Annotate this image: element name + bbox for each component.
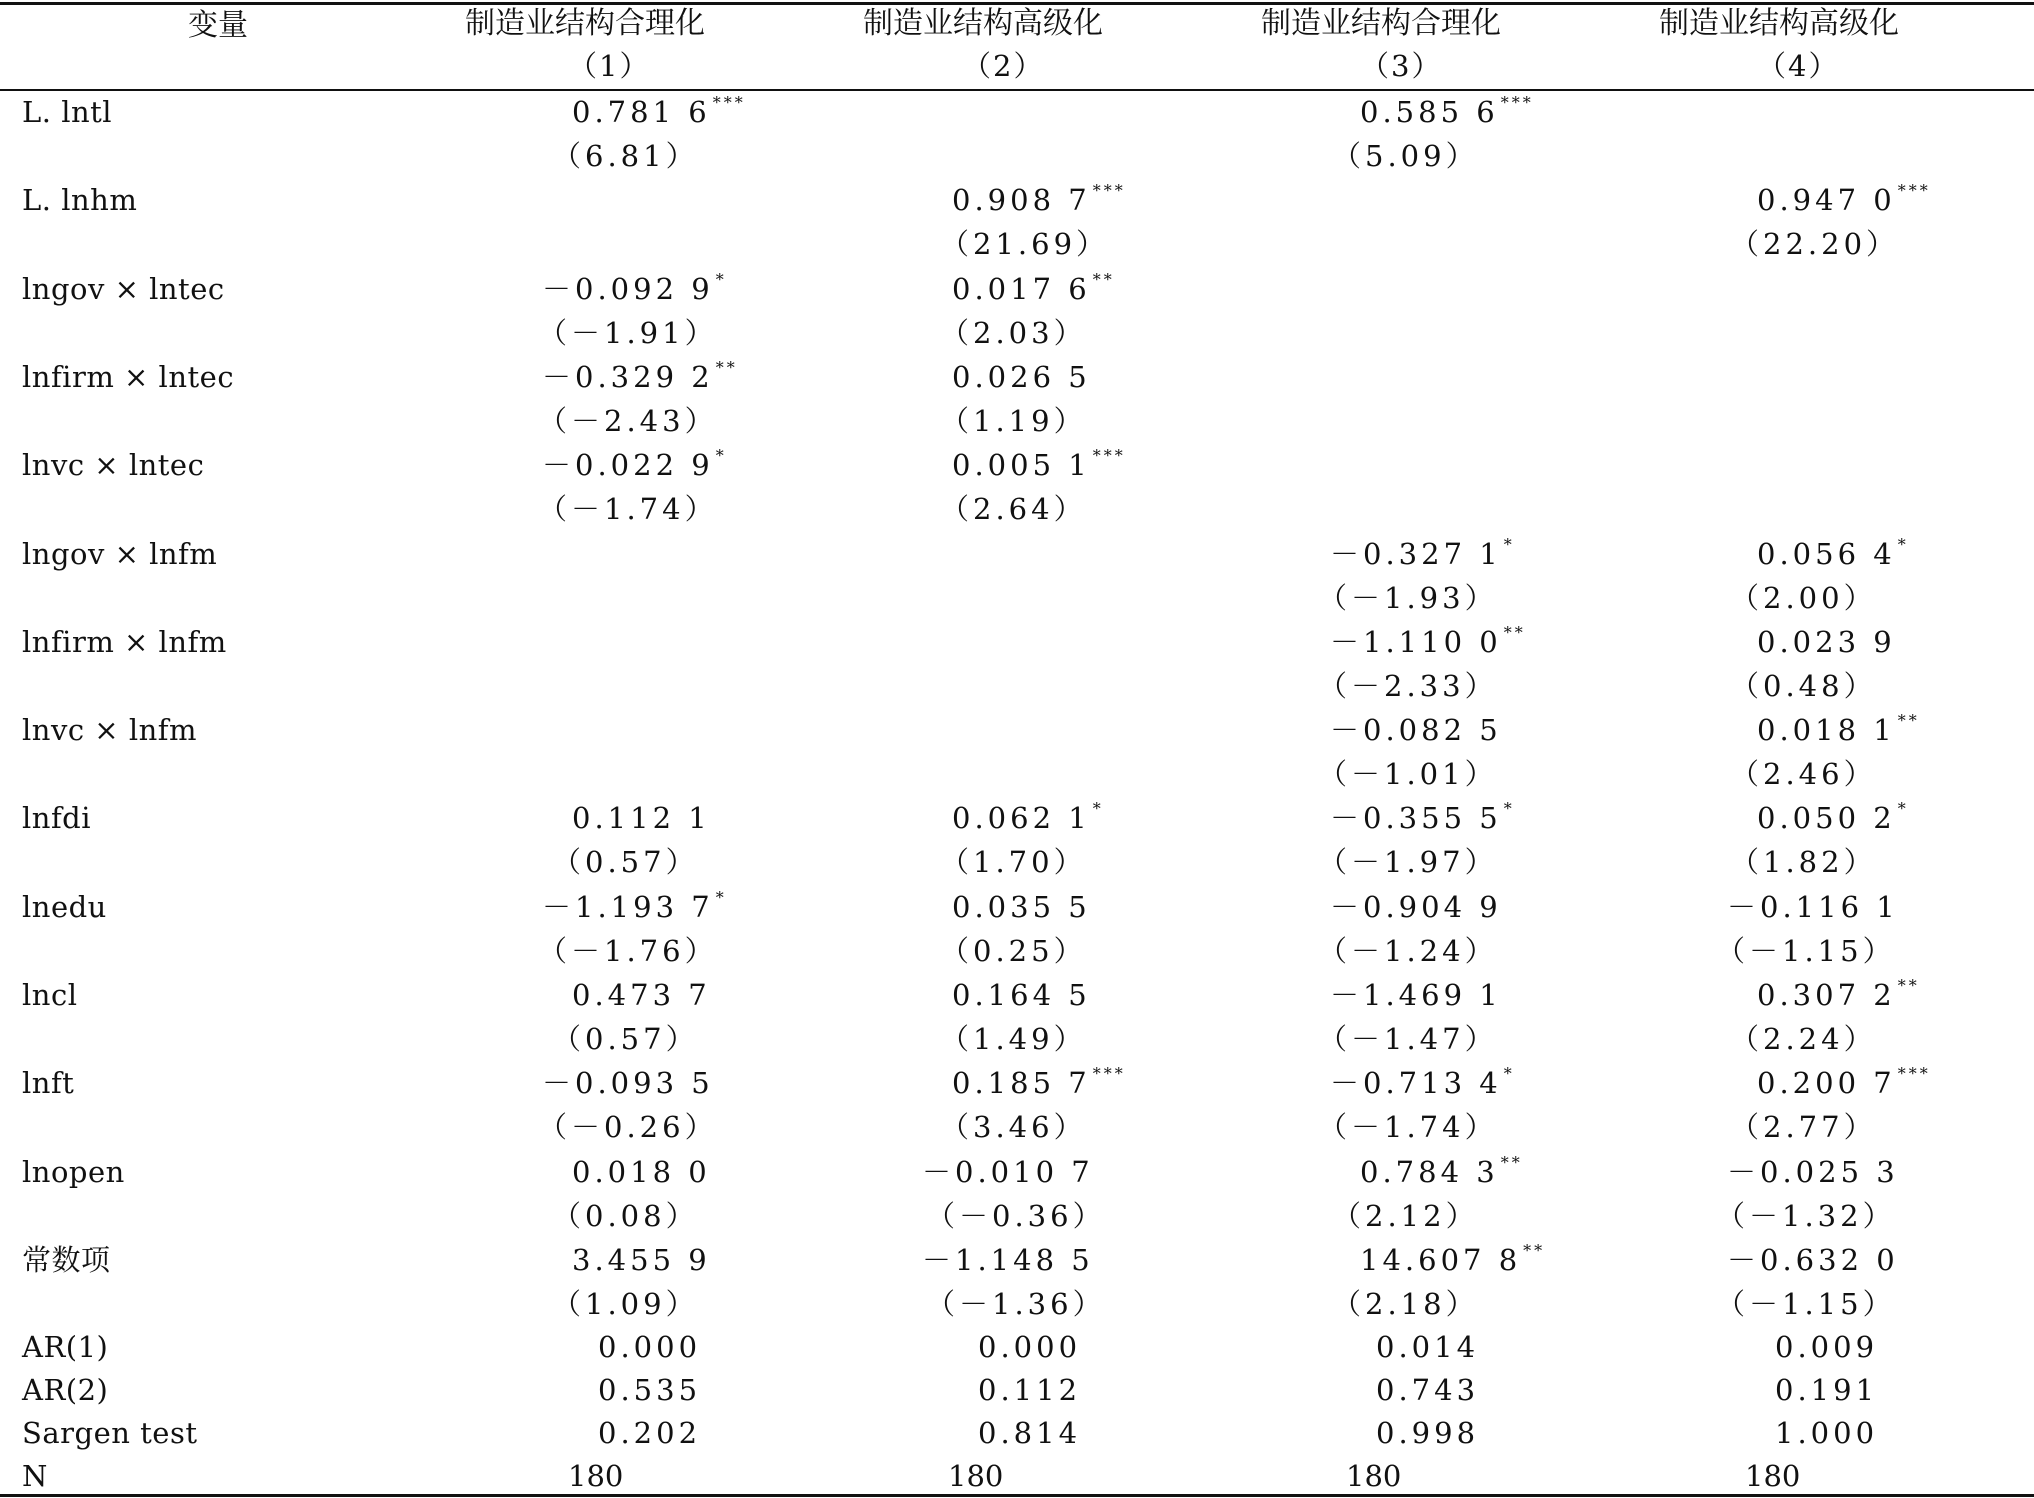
- t-statistic-cell: （2.00）: [1730, 580, 1877, 615]
- coefficient-value: －0.713 4: [1330, 1066, 1502, 1101]
- t-statistic-cell: （0.25）: [940, 933, 1087, 968]
- t-statistic-cell: （2.12）: [1332, 1198, 1479, 1233]
- stat-value: 180: [948, 1459, 1004, 1493]
- row-label: lnfirm × lntec: [22, 359, 235, 394]
- t-statistic-cell: （2.64）: [940, 492, 1087, 527]
- t-statistic-cell: （1.70）: [940, 845, 1087, 880]
- coefficient-value: －0.116 1: [1727, 889, 1899, 924]
- stat-label: Sargen test: [22, 1416, 198, 1450]
- significance-stars: *: [1503, 799, 1515, 819]
- coefficient-cell: [1727, 1243, 1899, 1277]
- significance-stars: ***: [1500, 93, 1534, 112]
- coefficient-value: 0.023 9: [1757, 624, 1896, 659]
- t-statistic-cell: （－1.93）: [1318, 580, 1498, 615]
- coefficient-value: －1.193 7: [542, 889, 714, 924]
- significance-stars: **: [1897, 711, 1920, 731]
- coefficient-cell: [572, 1155, 711, 1189]
- header-col-3-num: （3）: [1360, 49, 1443, 83]
- t-statistic-cell: （－1.01）: [1318, 757, 1498, 792]
- stat-value: 0.743: [1376, 1373, 1480, 1407]
- t-statistic-cell: （－0.26）: [538, 1110, 718, 1145]
- significance-stars: ***: [1897, 181, 1931, 201]
- row-label: 常数项: [22, 1242, 111, 1277]
- significance-stars: *: [715, 887, 727, 907]
- coefficient-cell: [1757, 534, 1909, 576]
- coefficient-value: －1.110 0: [1330, 624, 1502, 659]
- coefficient-value: 3.455 9: [572, 1242, 711, 1277]
- coefficient-cell: [572, 1243, 711, 1277]
- coefficient-cell: [572, 801, 711, 835]
- significance-stars: *: [1092, 799, 1104, 819]
- coefficient-value: 0.473 7: [572, 978, 711, 1012]
- t-statistic-cell: （0.57）: [552, 845, 699, 880]
- header-variable-label: 变量: [188, 8, 248, 43]
- significance-stars: **: [1523, 1240, 1546, 1260]
- significance-stars: ***: [1092, 1064, 1126, 1084]
- significance-stars: ***: [1092, 181, 1126, 201]
- coefficient-cell: [1757, 1066, 1931, 1105]
- coefficient-cell: [1360, 1152, 1523, 1194]
- significance-stars: *: [715, 446, 727, 466]
- t-statistic-cell: （0.57）: [552, 1022, 699, 1056]
- t-statistic-cell: （2.77）: [1730, 1110, 1877, 1145]
- coefficient-value: 0.035 5: [952, 889, 1091, 924]
- stat-value: 1.000: [1775, 1416, 1879, 1450]
- t-statistic-cell: （－2.43）: [538, 403, 718, 438]
- coefficient-cell: [1757, 978, 1920, 1017]
- coefficient-cell: [952, 183, 1126, 222]
- t-statistic-cell: （21.69）: [940, 227, 1110, 262]
- significance-stars: **: [715, 357, 738, 377]
- coefficient-value: 0.112 1: [572, 801, 711, 836]
- stat-value: 0.814: [978, 1416, 1082, 1450]
- coefficient-value: 0.585 6: [1360, 95, 1499, 129]
- t-statistic-cell: （－1.74）: [538, 492, 718, 527]
- coefficient-value: 0.018 0: [572, 1154, 711, 1189]
- t-statistic-cell: （0.48）: [1730, 668, 1877, 703]
- t-statistic-cell: （2.24）: [1730, 1022, 1877, 1056]
- coefficient-cell: [1727, 1155, 1899, 1189]
- header-col-2-num: （2）: [962, 49, 1045, 83]
- t-statistic-cell: （1.19）: [940, 403, 1087, 438]
- coefficient-cell: [1330, 622, 1526, 664]
- stat-value: 180: [568, 1459, 624, 1493]
- t-statistic-cell: （1.82）: [1730, 845, 1877, 880]
- coefficient-value: －0.093 5: [542, 1066, 714, 1101]
- coefficient-cell: [922, 1243, 1094, 1277]
- coefficient-value: －0.632 0: [1727, 1242, 1899, 1277]
- row-label: lnedu: [22, 889, 107, 924]
- significance-stars: *: [1503, 1064, 1515, 1084]
- t-statistic-cell: （－0.36）: [926, 1198, 1106, 1233]
- header-col-2-title: 制造业结构高级化: [863, 6, 1103, 41]
- row-label: lncl: [22, 978, 78, 1012]
- stat-label: N: [22, 1459, 48, 1493]
- t-statistic-cell: （－1.47）: [1318, 1022, 1498, 1056]
- header-col-3-title: 制造业结构合理化: [1261, 6, 1501, 41]
- row-label: lngov × lntec: [22, 271, 225, 306]
- t-statistic-cell: （－1.91）: [538, 315, 718, 350]
- coefficient-value: －1.148 5: [922, 1242, 1094, 1277]
- significance-stars: **: [1092, 269, 1115, 289]
- coefficient-value: 0.056 4: [1757, 536, 1896, 571]
- coefficient-value: 0.164 5: [952, 978, 1091, 1012]
- coefficient-value: 0.784 3: [1360, 1154, 1499, 1189]
- row-label: lnvc × lntec: [22, 448, 205, 483]
- stat-value: 0.112: [978, 1373, 1082, 1407]
- coefficient-cell: [922, 1155, 1094, 1189]
- coefficient-cell: [542, 357, 738, 399]
- coefficient-cell: [1330, 713, 1502, 747]
- significance-stars: **: [1897, 976, 1920, 995]
- row-label: lnopen: [22, 1154, 125, 1189]
- t-statistic-cell: （1.09）: [552, 1286, 699, 1321]
- significance-stars: *: [1503, 534, 1515, 554]
- coefficient-cell: [1757, 713, 1920, 752]
- stat-value: 0.191: [1775, 1373, 1879, 1407]
- coefficient-value: －0.904 9: [1330, 889, 1502, 924]
- coefficient-value: －0.025 3: [1727, 1154, 1899, 1189]
- t-statistic-cell: （2.03）: [940, 315, 1087, 350]
- coefficient-value: 0.005 1: [952, 448, 1091, 483]
- t-statistic-cell: （6.81）: [552, 139, 699, 173]
- coefficient-cell: [952, 1066, 1126, 1105]
- stat-label: AR(1): [22, 1330, 109, 1364]
- coefficient-cell: [1330, 534, 1515, 576]
- stat-value: 0.202: [598, 1416, 702, 1450]
- t-statistic-cell: （－1.15）: [1716, 933, 1896, 968]
- coefficient-value: －0.082 5: [1330, 713, 1502, 748]
- stat-label: AR(2): [22, 1373, 109, 1407]
- significance-stars: *: [1897, 534, 1909, 554]
- coefficient-cell: [952, 448, 1126, 487]
- t-statistic-cell: （2.18）: [1332, 1286, 1479, 1321]
- stat-value: 180: [1346, 1459, 1402, 1493]
- significance-stars: **: [1503, 622, 1526, 642]
- t-statistic-cell: （－1.15）: [1716, 1286, 1896, 1321]
- coefficient-cell: [952, 801, 1104, 840]
- coefficient-value: 0.307 2: [1757, 978, 1896, 1012]
- t-statistic-cell: （－1.36）: [926, 1286, 1106, 1321]
- coefficient-value: －0.327 1: [1330, 536, 1502, 571]
- coefficient-cell: [1360, 1240, 1546, 1282]
- coefficient-cell: [542, 448, 727, 487]
- coefficient-value: 0.062 1: [952, 801, 1091, 836]
- row-label: lngov × lnfm: [22, 536, 218, 571]
- coefficient-value: 0.017 6: [952, 271, 1091, 306]
- header-rule: [0, 89, 2034, 91]
- row-label: L. lnhm: [22, 183, 138, 218]
- coefficient-cell: [1330, 1066, 1515, 1105]
- coefficient-value: 14.607 8: [1360, 1242, 1522, 1277]
- coefficient-cell: [952, 269, 1115, 311]
- stat-value: 0.535: [598, 1373, 702, 1407]
- coefficient-cell: [1330, 978, 1502, 1012]
- t-statistic-cell: （0.08）: [552, 1198, 699, 1233]
- row-label: lnvc × lnfm: [22, 713, 197, 748]
- t-statistic-cell: （－1.74）: [1318, 1110, 1498, 1145]
- coefficient-cell: [952, 978, 1091, 1012]
- coefficient-value: 0.908 7: [952, 183, 1091, 218]
- significance-stars: ***: [1897, 1064, 1931, 1084]
- t-statistic-cell: （－1.24）: [1318, 933, 1498, 968]
- t-statistic-cell: （2.46）: [1730, 757, 1877, 792]
- significance-stars: **: [1500, 1152, 1523, 1172]
- coefficient-value: 0.200 7: [1757, 1066, 1896, 1101]
- coefficient-cell: [1330, 801, 1515, 840]
- row-label: lnfirm × lnfm: [22, 624, 227, 659]
- coefficient-cell: [952, 890, 1091, 924]
- stat-value: 0.009: [1775, 1330, 1879, 1364]
- row-label: lnfdi: [22, 801, 92, 836]
- coefficient-value: －0.010 7: [922, 1154, 1094, 1189]
- coefficient-value: －0.092 9: [542, 271, 714, 306]
- t-statistic-cell: （3.46）: [940, 1110, 1087, 1145]
- coefficient-cell: [1757, 625, 1896, 659]
- coefficient-value: 0.050 2: [1757, 801, 1896, 836]
- coefficient-value: 0.026 5: [952, 359, 1091, 394]
- coefficient-cell: [542, 1066, 714, 1100]
- significance-stars: ***: [1092, 446, 1126, 466]
- coefficient-value: －0.329 2: [542, 359, 714, 394]
- coefficient-cell: [572, 95, 746, 134]
- header-col-1-num: （1）: [568, 49, 651, 83]
- stat-value: 180: [1745, 1459, 1801, 1493]
- coefficient-cell: [572, 978, 711, 1012]
- coefficient-cell: [1330, 890, 1502, 924]
- row-label: lnft: [22, 1066, 75, 1101]
- header-col-4-num: （4）: [1757, 49, 1840, 83]
- t-statistic-cell: （－1.76）: [538, 933, 718, 968]
- t-statistic-cell: （22.20）: [1730, 227, 1900, 262]
- stat-value: 0.000: [978, 1330, 1082, 1364]
- coefficient-cell: [1360, 95, 1534, 134]
- header-col-1-title: 制造业结构合理化: [465, 6, 705, 41]
- row-label: L. lntl: [22, 95, 113, 129]
- significance-stars: ***: [712, 93, 746, 112]
- stat-value: 0.014: [1376, 1330, 1480, 1364]
- coefficient-value: －1.469 1: [1330, 978, 1502, 1012]
- stat-value: 0.998: [1376, 1416, 1480, 1450]
- coefficient-value: 0.018 1: [1757, 713, 1896, 748]
- coefficient-value: 0.781 6: [572, 95, 711, 129]
- t-statistic-cell: （5.09）: [1332, 139, 1479, 173]
- coefficient-cell: [1757, 183, 1931, 222]
- coefficient-cell: [952, 360, 1091, 394]
- coefficient-value: 0.947 0: [1757, 183, 1896, 218]
- coefficient-cell: [1757, 801, 1909, 840]
- coefficient-value: －0.355 5: [1330, 801, 1502, 836]
- coefficient-value: －0.022 9: [542, 448, 714, 483]
- significance-stars: *: [715, 269, 727, 289]
- stat-value: 0.000: [598, 1330, 702, 1364]
- coefficient-cell: [542, 887, 727, 929]
- significance-stars: *: [1897, 799, 1909, 819]
- t-statistic-cell: （1.49）: [940, 1022, 1087, 1056]
- coefficient-cell: [542, 269, 727, 311]
- top-rule: [0, 2, 2034, 5]
- coefficient-cell: [1727, 890, 1899, 924]
- header-col-4-title: 制造业结构高级化: [1659, 6, 1899, 41]
- bottom-rule: [0, 1494, 2034, 1497]
- t-statistic-cell: （－2.33）: [1318, 668, 1498, 703]
- t-statistic-cell: （－1.32）: [1716, 1198, 1896, 1233]
- t-statistic-cell: （－1.97）: [1318, 845, 1498, 880]
- coefficient-value: 0.185 7: [952, 1066, 1091, 1101]
